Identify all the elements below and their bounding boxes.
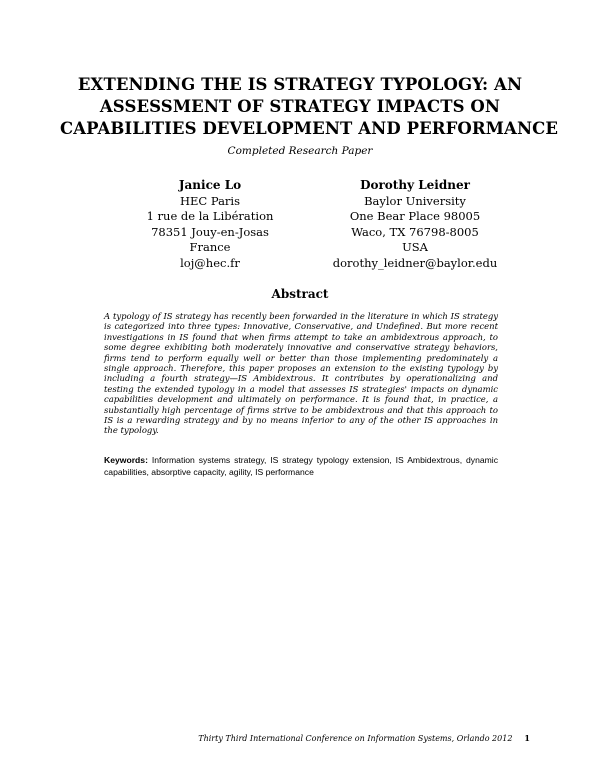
abstract-text: A typology of IS strategy has recently been forwarded in the literature in which IS strategy is categorized into three types: Innovative, Conservative, and Undefined. But more recent investigations in IS found that when firms attempt to take an ambidextrous approach, to some degree exhibiting both moderately innovative and conservative strategy behaviors, firms tend to perform equally well or better than those implementing predominately a single approach. Therefore, this paper proposes an extension to the existing typology by including a fourth strategy—IS Ambidextrous. It contributes by operationalizing and testing the extended typology in a model that assesses IS strategies' impacts on dynamic capabilities development and ultimately on performance. It is found that, in practice, a substantially high percentage of firms strive to be ambidextrous and that this approach to IS is a rewarding strategy and by no means inferior to any of the other IS approaches in the typology. (104, 311, 498, 436)
keywords-label: Keywords: (104, 455, 148, 465)
title-line-1: EXTENDING THE IS STRATEGY TYPOLOGY: AN (77, 75, 523, 94)
author-block-2 (315, 178, 515, 271)
author-email[interactable]: dorothy_leidner@baylor.edu (332, 255, 498, 270)
author-address-2: 78351 Jouy-en-Josas (151, 224, 269, 239)
author-country: USA (402, 240, 428, 254)
author-affiliation: HEC Paris (179, 193, 241, 208)
author-address-1: One Bear Place 98005 (349, 209, 481, 223)
page-number: 1 (524, 733, 530, 743)
author-name: Dorothy Leidner (360, 178, 470, 192)
footer-conference: Thirty Third International Conference on Information Systems, Orlando 2012 (198, 734, 513, 743)
title-line-2: ASSESSMENT OF STRATEGY IMPACTS ON (99, 97, 501, 116)
author-block-1 (110, 178, 310, 271)
author-name: Janice Lo (178, 178, 242, 192)
page-footer (190, 733, 530, 743)
author-country: France (189, 240, 231, 254)
paper-subtitle: Completed Research Paper (227, 145, 373, 157)
keywords-text: Information systems strategy, IS strategy typology extension, IS Ambidextrous, dynamic capabilities, absorptive capacity, agility, IS performance (104, 455, 498, 477)
author-address-1: 1 rue de la Libération (146, 209, 274, 223)
author-affiliation: Baylor University (364, 193, 466, 208)
abstract-heading: Abstract (271, 287, 329, 301)
paper-title (60, 74, 559, 140)
title-line-3: CAPABILITIES DEVELOPMENT AND PERFORMANCE (60, 119, 559, 138)
author-address-2: Waco, TX 76798-8005 (351, 224, 479, 239)
keywords-section (104, 455, 498, 478)
author-email[interactable]: loj@hec.fr (180, 255, 240, 270)
